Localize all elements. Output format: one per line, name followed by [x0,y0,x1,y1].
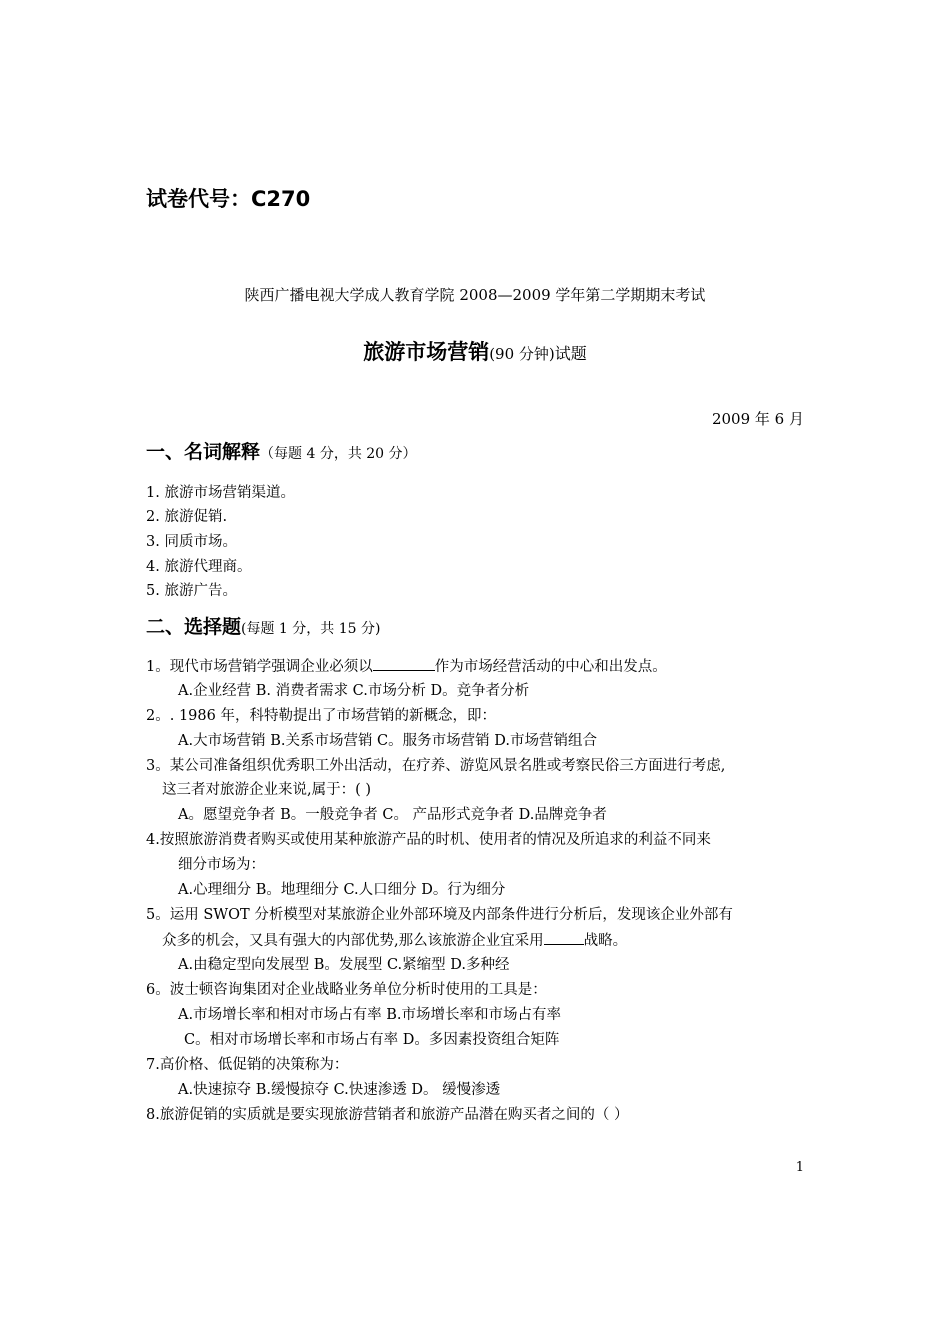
section-1-title: 一、名词解释 [146,441,261,463]
exam-date: 2009 年 6 月 [711,410,804,428]
exam-title-main: 旅游市场营销 [363,340,490,364]
question-5-stem: 5。运用 SWOT 分析模型对某旅游企业外部环境及内部条件进行分析后，发现该企业外部有 [146,907,733,923]
question-2-stem: 2。. 1986 年，科特勒提出了市场营销的新概念，即： [146,708,496,724]
section-1-heading [146,437,417,464]
question-2-options: A.大市场营销 B.关系市场营销 C。服务市场营销 D.市场营销组合 [178,733,597,749]
question-3-stem-cont: 这三者对旅游企业来说,属于：( ) [162,782,372,798]
term-item: 1. 旅游市场营销渠道。 [146,485,295,501]
question-3-stem: 3。某公司准备组织优秀职工外出活动，在疗养、游览风景名胜或考察民俗三方面进行考虑, [146,758,726,774]
question-6-stem: 6。波士顿咨询集团对企业战略业务单位分析时使用的工具是： [146,982,547,998]
term-item: 4. 旅游代理商。 [146,559,252,575]
section-2-heading [146,612,380,639]
answer-blank [373,656,435,671]
question-4-stem: 4.按照旅游消费者购买或使用某种旅游产品的时机、使用者的情况及所追求的利益不同来 [146,832,711,848]
question-6-options-1: A.市场增长率和相对市场占有率 B.市场增长率和市场占有率 [178,1007,561,1023]
question-7-stem: 7.高价格、低促销的决策称为： [146,1057,349,1073]
page-number: 1 [795,1160,804,1175]
exam-institution: 陕西广播电视大学成人教育学院 2008—2009 学年第二学期期末考试 [244,286,706,304]
question-5-stem-end: 战略。 [583,933,628,949]
section-2-title: 二、选择题 [146,616,242,638]
question-3-options: A。愿望竞争者 B。一般竞争者 C。 产品形式竞争者 D.品牌竞争者 [178,807,607,823]
term-item: 5. 旅游广告。 [146,583,237,599]
term-item: 2. 旅游促销. [146,509,228,525]
question-8-stem: 8.旅游促销的实质就是要实现旅游营销者和旅游产品潜在购买者之间的（ ） [146,1107,629,1123]
question-1-stem [146,656,667,677]
exam-title-suffix: 试题 [554,344,587,363]
question-5-options: A.由稳定型向发展型 B。发展型 C.紧缩型 D.多种经 [178,957,510,973]
exam-title [0,336,950,366]
question-1-stem-end: 作为市场经营活动的中心和出发点。 [434,659,667,675]
question-1-stem-start: 1。现代市场营销学强调企业必须以 [146,659,373,675]
section-1-note: （每题 4 分，共 20 分） [260,446,417,462]
term-item: 3. 同质市场。 [146,534,237,550]
question-1-options: A.企业经营 B. 消费者需求 C.市场分析 D。竞争者分析 [178,683,530,699]
question-5-stem-start: 众多的机会，又具有强大的内部优势,那么该旅游企业宜采用 [162,933,544,949]
question-5-stem-cont [162,930,627,951]
question-4-options: A.心理细分 B。地理细分 C.人口细分 D。行为细分 [178,882,506,898]
question-6-options-2: C。相对市场增长率和市场占有率 D。多因素投资组合矩阵 [184,1032,560,1048]
question-7-options: A.快速掠夺 B.缓慢掠夺 C.快速渗透 D。 缓慢渗透 [178,1082,501,1098]
exam-duration: (90 分钟) [489,345,555,363]
section-2-note: (每题 1 分，共 15 分) [241,621,381,637]
question-4-stem-cont: 细分市场为： [178,857,265,873]
answer-blank [544,930,584,945]
paper-code: 试卷代号：C270 [146,187,311,211]
